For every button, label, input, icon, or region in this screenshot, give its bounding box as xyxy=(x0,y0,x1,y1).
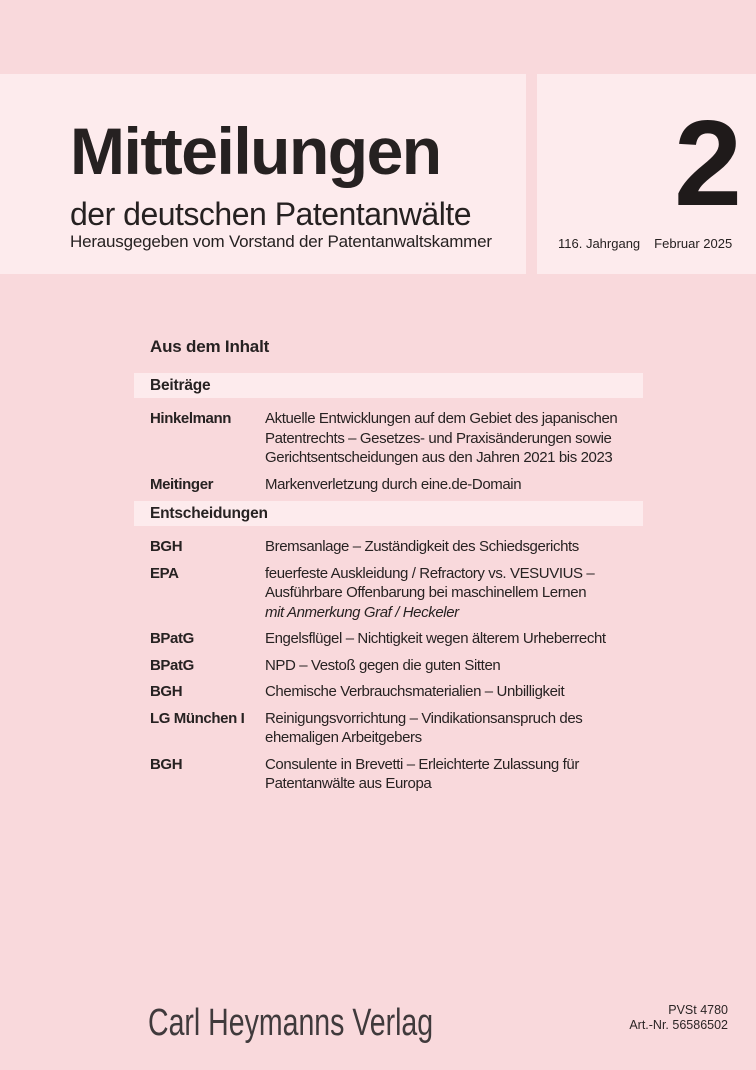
issue-meta xyxy=(558,236,732,252)
toc-entry xyxy=(134,409,643,468)
entry-title-wrap xyxy=(265,629,643,649)
entry-source: BPatG xyxy=(150,656,194,674)
section-entries xyxy=(134,537,643,794)
postal-info xyxy=(629,1003,728,1033)
entry-note: mit Anmerkung Graf / Heckeler xyxy=(265,603,459,621)
toc-entry xyxy=(134,656,643,676)
entry-title: NPD – Vestoß gegen die guten Sitten xyxy=(265,656,501,674)
toc-entry xyxy=(134,564,643,623)
toc-section xyxy=(134,501,643,794)
entry-title-wrap xyxy=(265,755,643,794)
toc-entry xyxy=(134,682,643,702)
entry-source: EPA xyxy=(150,564,179,582)
entry-title-wrap xyxy=(265,682,643,702)
entry-title-wrap xyxy=(265,409,643,468)
issue-number: 2 xyxy=(674,95,740,231)
masthead-issue-panel xyxy=(537,74,756,274)
entry-title: Markenverletzung durch eine.de-Domain xyxy=(265,475,522,493)
toc-entry xyxy=(134,755,643,794)
section-label: Beiträge xyxy=(150,376,211,394)
section-header-bar xyxy=(134,373,643,398)
entry-source: BGH xyxy=(150,683,183,700)
entry-title-wrap xyxy=(265,564,643,623)
entry-title: Aktuelle Entwicklungen auf dem Gebiet des japanischen Patentrechts – Gesetzes- und Praxisänderungen sowie Gerichtsentscheidungen aus den Jahren 2021 bis 2023 xyxy=(265,410,618,466)
toc-heading: Aus dem Inhalt xyxy=(150,337,270,356)
entry-source: Hinkelmann xyxy=(150,410,232,427)
section-header-bar xyxy=(134,501,643,526)
toc-entry xyxy=(134,709,643,748)
table-of-contents xyxy=(134,337,643,801)
entry-title: Engelsflügel – Nichtigkeit wegen älterem Urheberrecht xyxy=(265,630,606,647)
toc-entry xyxy=(134,475,643,495)
toc-entry xyxy=(134,537,643,557)
volume-label: 116. Jahrgang xyxy=(558,236,641,251)
entry-source: BGH xyxy=(150,538,183,555)
entry-title-wrap xyxy=(265,709,643,748)
entry-source: Meitinger xyxy=(150,475,214,493)
entry-title: Reinigungsvorrichtung – Vindikationsanspruch des ehemaligen Arbeitgebers xyxy=(265,709,583,746)
section-label: Entscheidungen xyxy=(150,504,268,522)
postal-code: PVSt 4780 xyxy=(668,1003,728,1017)
entry-title-wrap xyxy=(265,537,643,557)
issue-date: Februar 2025 xyxy=(654,236,733,251)
toc-sections xyxy=(134,373,643,794)
journal-title: Mitteilungen xyxy=(70,114,441,188)
entry-source: BPatG xyxy=(150,630,194,647)
article-number: Art.-Nr. 56586502 xyxy=(629,1018,728,1032)
entry-title: Chemische Verbrauchsmaterialien – Unbilligkeit xyxy=(265,683,565,700)
toc-section xyxy=(134,373,643,494)
entry-source: BGH xyxy=(150,755,183,773)
publisher-line: Herausgegeben vom Vorstand der Patentanwaltskammer xyxy=(70,232,492,251)
entry-title: Bremsanlage – Zuständigkeit des Schiedsgerichts xyxy=(265,538,579,555)
journal-subtitle: der deutschen Patentanwälte xyxy=(70,196,472,232)
entry-title-wrap xyxy=(265,656,643,676)
entry-title-wrap xyxy=(265,475,643,495)
toc-entry xyxy=(134,629,643,649)
section-entries xyxy=(134,409,643,494)
entry-title: Consulente in Brevetti – Erleichterte Zulassung für Patentanwälte aus Europa xyxy=(265,755,579,792)
masthead-title-panel xyxy=(0,74,526,274)
entry-title: feuerfeste Auskleidung / Refractory vs. VESUVIUS – Ausführbare Offenbarung bei maschinellem Lernen xyxy=(265,564,595,601)
entry-source: LG München I xyxy=(150,709,245,727)
publisher-name: Carl Heymanns Verlag xyxy=(148,1002,434,1044)
